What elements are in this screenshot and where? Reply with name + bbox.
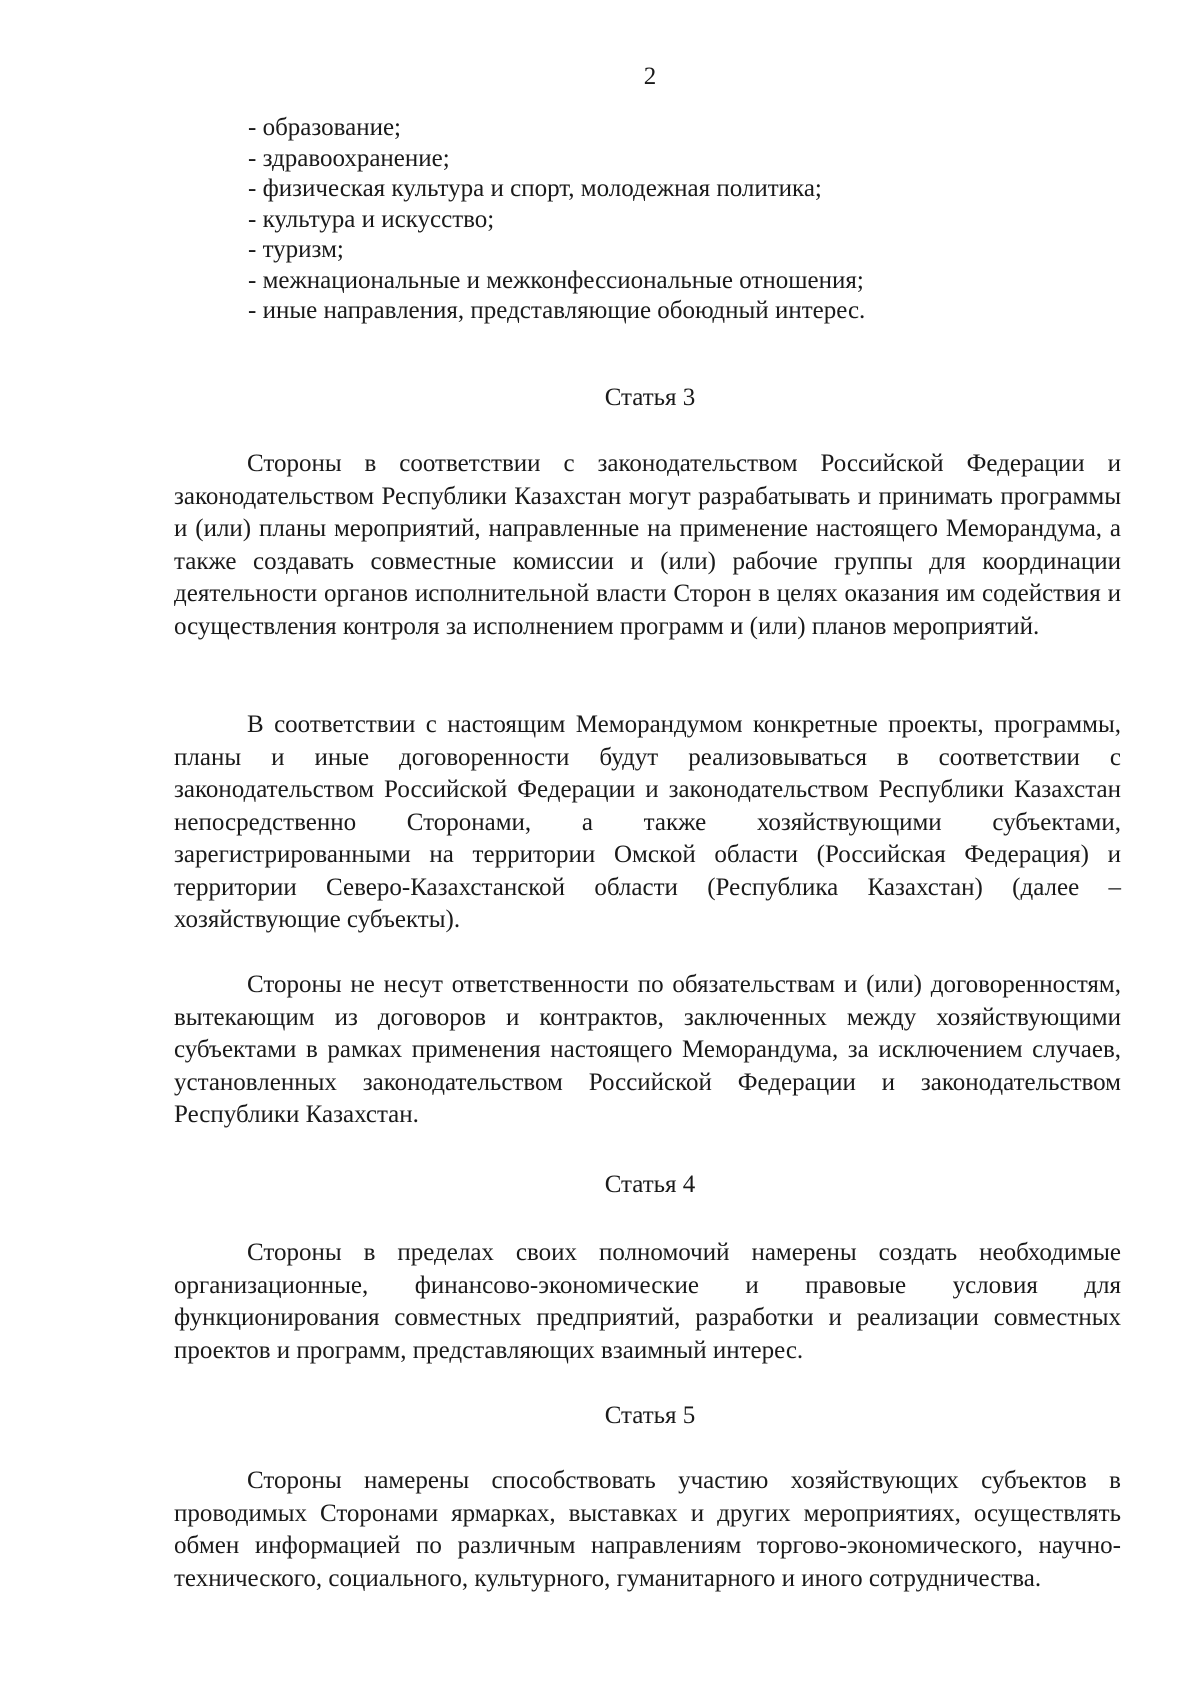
article-3-paragraph-2: В соответствии с настоящим Меморандумом конкретные проекты, программы, планы и иные договоренности будут реализовываться в соответствии с законодательством Российской Федерации и законодательством Республики Казахстан непосредственно Сторонами, а также хозяйствующими субъектами, зарегистрированными на территории Омской области (Российская Федерация) и территории Северо-Казахстанской области (Республика Казахстан) (далее – хозяйствующие субъекты). [174,711,1121,933]
article-3-heading: Статья 3 [604,384,696,411]
list-item: - физическая культура и спорт, молодежная политика; [248,175,822,202]
directions-list [248,113,865,327]
list-item: - образование; [248,114,401,141]
list-item: - межнациональные и межконфессиональные отношения; [248,266,864,294]
list-item: - туризм; [248,236,344,263]
list-item: - здравоохранение; [248,144,450,172]
article-5-paragraph-1: Стороны намерены способствовать участию хозяйствующих субъектов в проводимых Сторонами ярмарках, выставках и других мероприятиях, осуществлять обмен информацией по различным направлениям торгово-экономического, научно-технического, социального, культурного, гуманитарного и иного сотрудничества. [174,1467,1121,1592]
article-5-heading: Статья 5 [604,1402,696,1429]
article-4-heading: Статья 4 [604,1171,696,1198]
article-3-paragraph-1: Стороны в соответствии с законодательством Российской Федерации и законодательством Республики Казахстан могут разрабатывать и принимать программы и (или) планы мероприятий, направленные на применение настоящего Меморандума, а также создавать совместные комиссии и (или) рабочие группы для координации деятельности органов исполнительной власти Сторон в целях оказания им содействия и осуществления контроля за исполнением программ и (или) планов мероприятий. [174,450,1121,640]
list-item: - иные направления, представляющие обоюдный интерес. [248,297,866,324]
article-3-paragraph-3: Стороны не несут ответственности по обязательствам и (или) договоренностям, вытекающим из договоров и контрактов, заключенных между хозяйствующими субъектами в рамках применения настоящего Меморандума, за исключением случаев, установленных законодательством Российской Федерации и законодательством Республики Казахстан. [174,971,1121,1128]
page-number: 2 [643,63,657,90]
list-item: - культура и искусство; [248,205,495,233]
article-4-paragraph-1: Стороны в пределах своих полномочий намерены создать необходимые организационные, финансово-экономические и правовые условия для функционирования совместных предприятий, разработки и реализации совместных проектов и программ, представляющих взаимный интерес. [174,1239,1121,1364]
